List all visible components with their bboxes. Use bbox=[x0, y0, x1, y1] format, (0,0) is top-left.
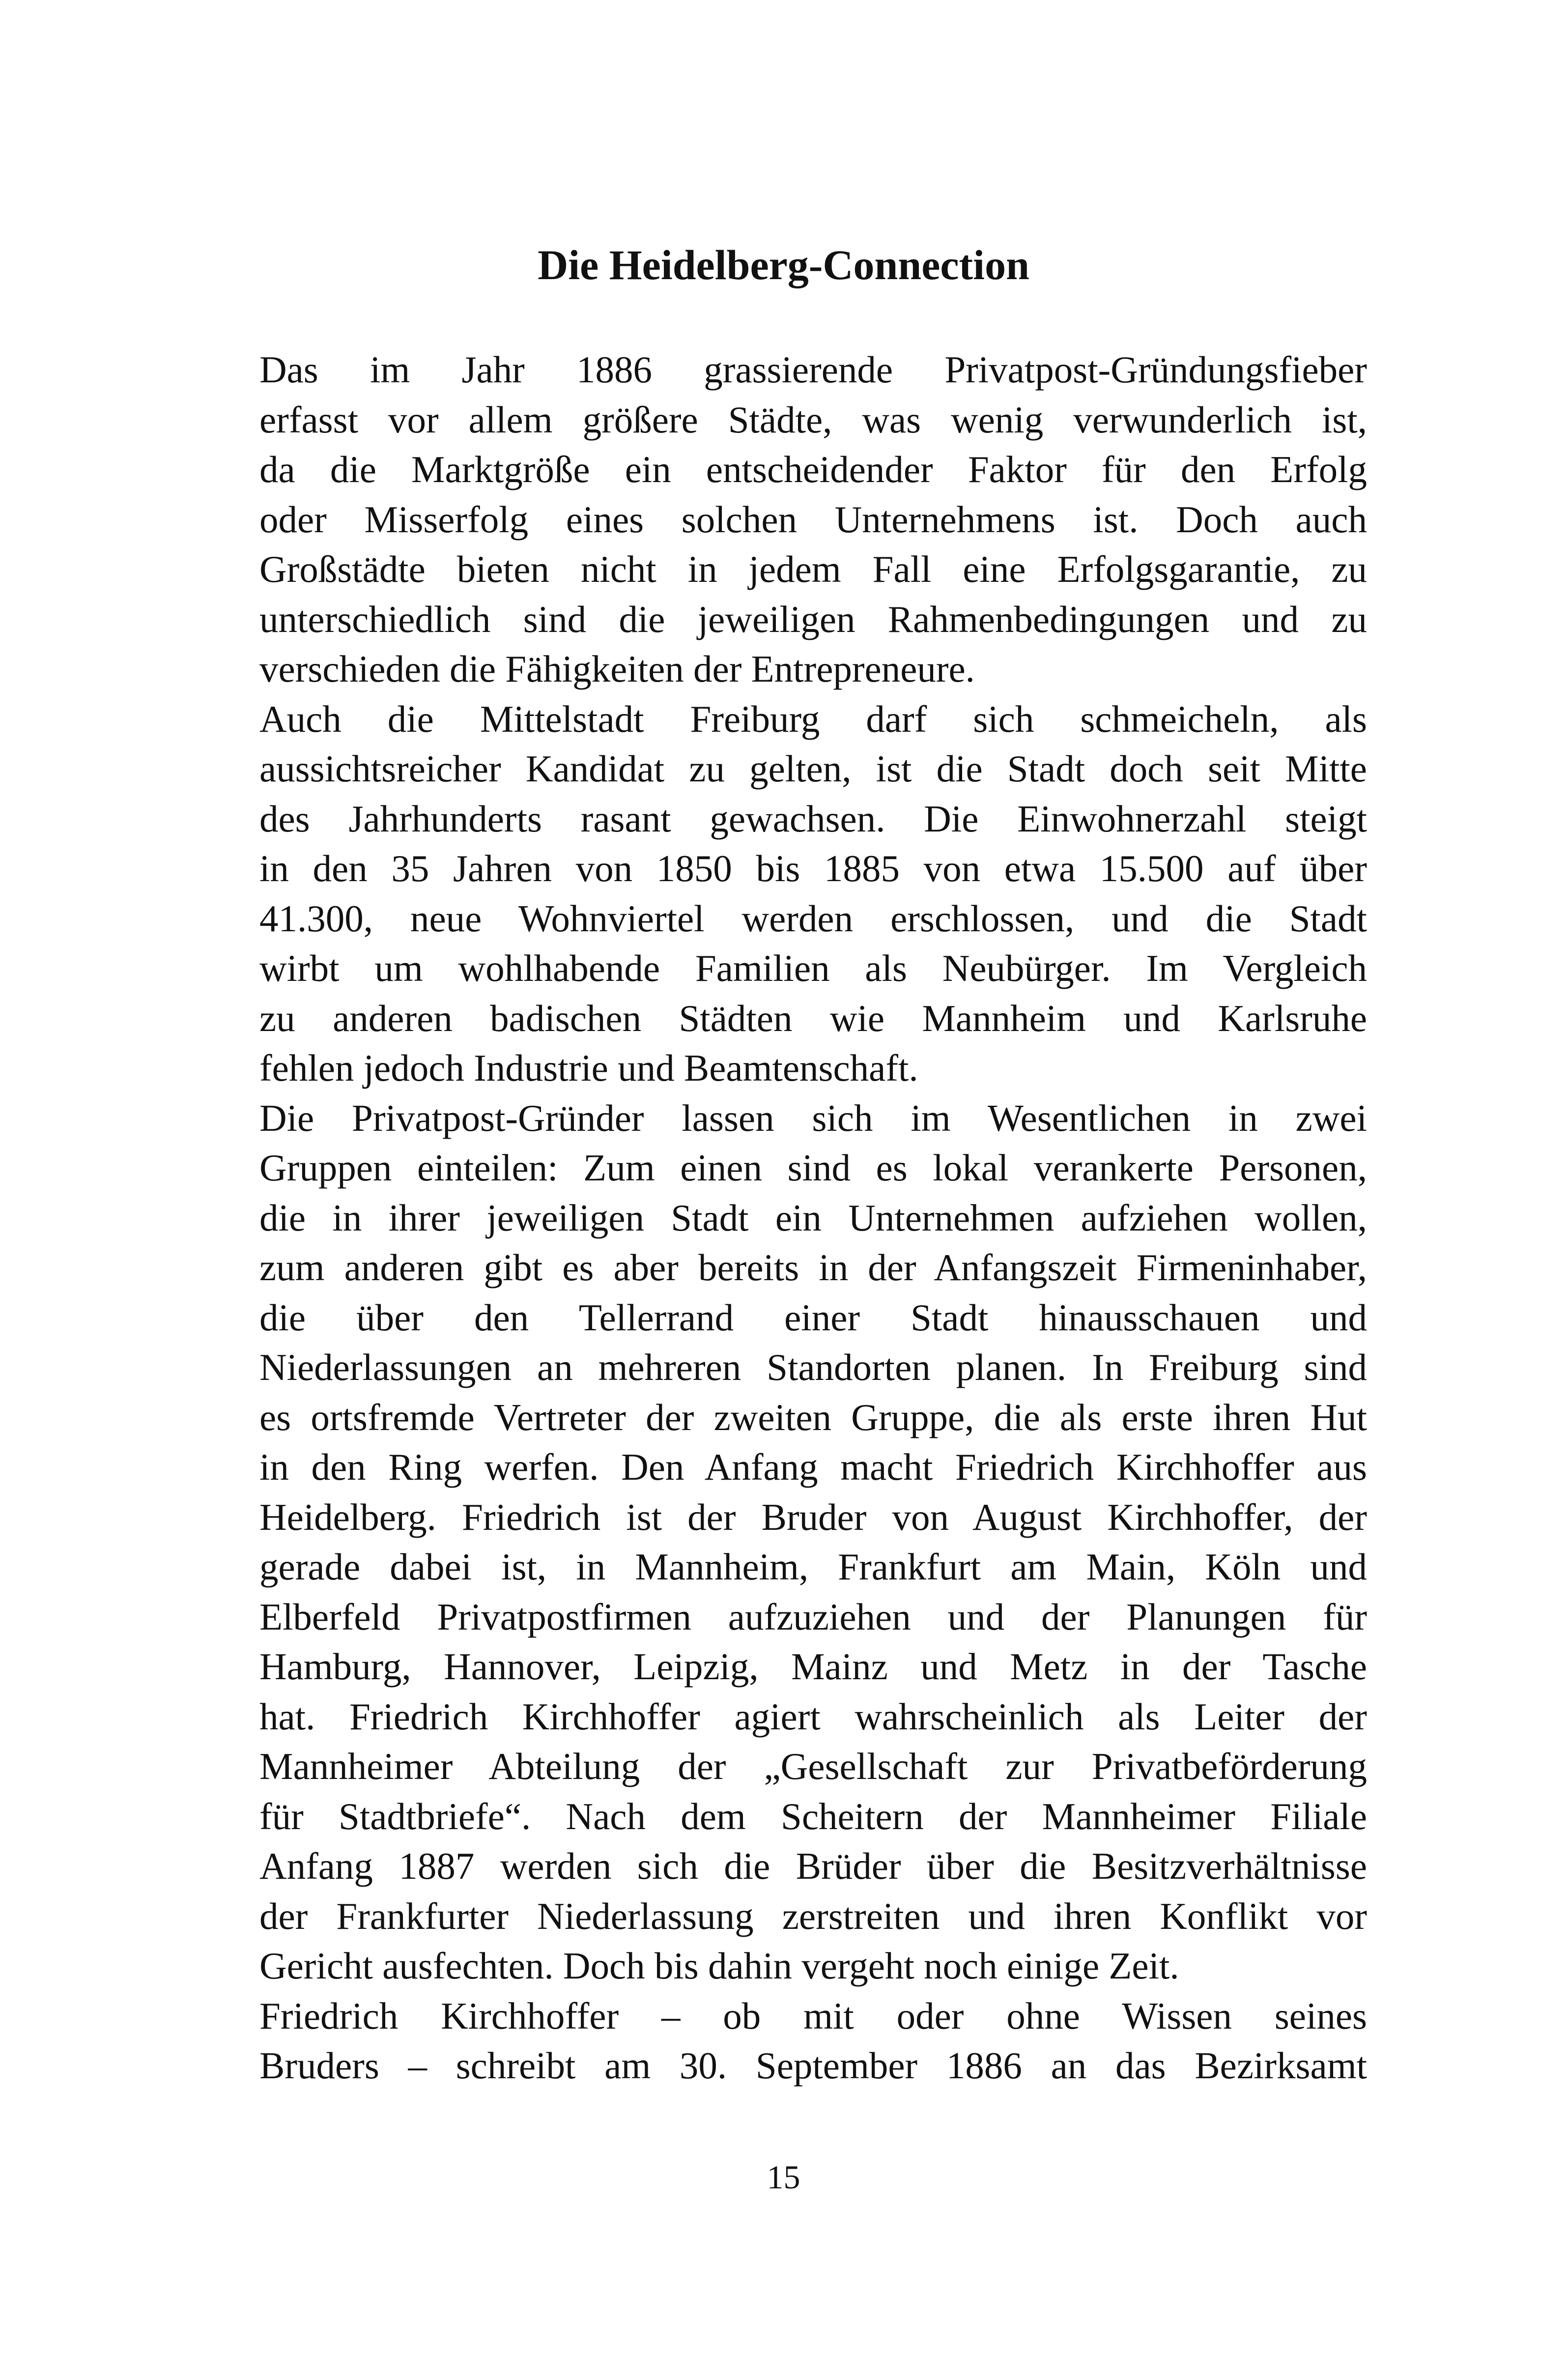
text-line: zu anderen badischen Städten wie Mannheim und Karlsruhe bbox=[259, 997, 1367, 1039]
text-line: Hamburg, Hannover, Leipzig, Mainz und Metz in der Tasche bbox=[259, 1645, 1367, 1688]
text-line: in den 35 Jahren von 1850 bis 1885 von etwa 15.500 auf über bbox=[259, 847, 1367, 889]
text-line: Gericht ausfechten. Doch bis dahin vergeht noch einige Zeit. bbox=[259, 1945, 1179, 1987]
page-number: 15 bbox=[767, 2158, 800, 2196]
paragraph bbox=[259, 1991, 1367, 2091]
text-line: Anfang 1887 werden sich die Brüder über die Besitzverhältnisse bbox=[259, 1845, 1367, 1887]
text-line: Elberfeld Privatpostfirmen aufzuziehen und der Planungen für bbox=[259, 1595, 1367, 1638]
text-line: unterschiedlich sind die jeweiligen Rahmenbedingungen und zu bbox=[259, 598, 1367, 640]
text-line: Die Privatpost-Gründer lassen sich im Wesentlichen in zwei bbox=[259, 1096, 1367, 1139]
text-line: aussichtsreicher Kandidat zu gelten, ist die Stadt doch seit Mitte bbox=[259, 747, 1367, 790]
text-line: Friedrich Kirchhoffer – ob mit oder ohne Wissen seines bbox=[259, 1994, 1367, 2037]
text-line: gerade dabei ist, in Mannheim, Frankfurt am Main, Köln und bbox=[259, 1546, 1367, 1588]
text-line: für Stadtbriefe“. Nach dem Scheitern der Mannheimer Filiale bbox=[259, 1795, 1367, 1837]
text-line: Großstädte bieten nicht in jedem Fall eine Erfolgsgarantie, zu bbox=[259, 548, 1367, 590]
text-line: hat. Friedrich Kirchhoffer agiert wahrscheinlich als Leiter der bbox=[259, 1695, 1367, 1738]
text-line: zum anderen gibt es aber bereits in der Anfangszeit Firmeninhaber, bbox=[259, 1246, 1367, 1289]
text-line: in den Ring werfen. Den Anfang macht Friedrich Kirchhoffer aus bbox=[259, 1446, 1367, 1488]
paragraph bbox=[259, 694, 1367, 1093]
text-line: da die Marktgröße ein entscheidender Faktor für den Erfolg bbox=[259, 448, 1367, 490]
text-line: Bruders – schreibt am 30. September 1886 an das Bezirksamt bbox=[259, 2044, 1367, 2087]
text-line: es ortsfremde Vertreter der zweiten Gruppe, die als erste ihren Hut bbox=[259, 1396, 1367, 1438]
text-line: Auch die Mittelstadt Freiburg darf sich schmeicheln, als bbox=[259, 697, 1367, 740]
text-line: oder Misserfolg eines solchen Unternehmens ist. Doch auch bbox=[259, 498, 1367, 541]
body-text bbox=[259, 345, 1367, 2091]
text-line: verschieden die Fähigkeiten der Entrepreneure. bbox=[259, 648, 975, 690]
paragraph bbox=[259, 345, 1367, 694]
text-line: des Jahrhunderts rasant gewachsen. Die Einwohnerzahl steigt bbox=[259, 797, 1367, 840]
text-line: fehlen jedoch Industrie und Beamtenschaft. bbox=[259, 1047, 918, 1089]
text-line: Mannheimer Abteilung der „Gesellschaft zur Privatbeförderung bbox=[259, 1745, 1367, 1787]
paragraph bbox=[259, 1093, 1367, 1991]
text-line: wirbt um wohlhabende Familien als Neubürger. Im Vergleich bbox=[259, 947, 1367, 989]
text-line: Das im Jahr 1886 grassierende Privatpost-Gründungsfieber bbox=[259, 348, 1367, 391]
text-line: Heidelberg. Friedrich ist der Bruder von August Kirchhoffer, der bbox=[259, 1495, 1367, 1538]
text-line: Niederlassungen an mehreren Standorten planen. In Freiburg sind bbox=[259, 1346, 1367, 1388]
text-line: 41.300, neue Wohnviertel werden erschlossen, und die Stadt bbox=[259, 897, 1367, 940]
chapter-title: Die Heidelberg-Connection bbox=[538, 241, 1029, 288]
text-line: die in ihrer jeweiligen Stadt ein Unternehmen aufziehen wollen, bbox=[259, 1196, 1367, 1239]
text-line: der Frankfurter Niederlassung zerstreiten und ihren Konflikt vor bbox=[259, 1894, 1367, 1937]
text-line: erfasst vor allem größere Städte, was wenig verwunderlich ist, bbox=[259, 398, 1367, 441]
text-line: die über den Tellerrand einer Stadt hinausschauen und bbox=[259, 1296, 1367, 1339]
text-line: Gruppen einteilen: Zum einen sind es lokal verankerte Personen, bbox=[259, 1147, 1367, 1189]
